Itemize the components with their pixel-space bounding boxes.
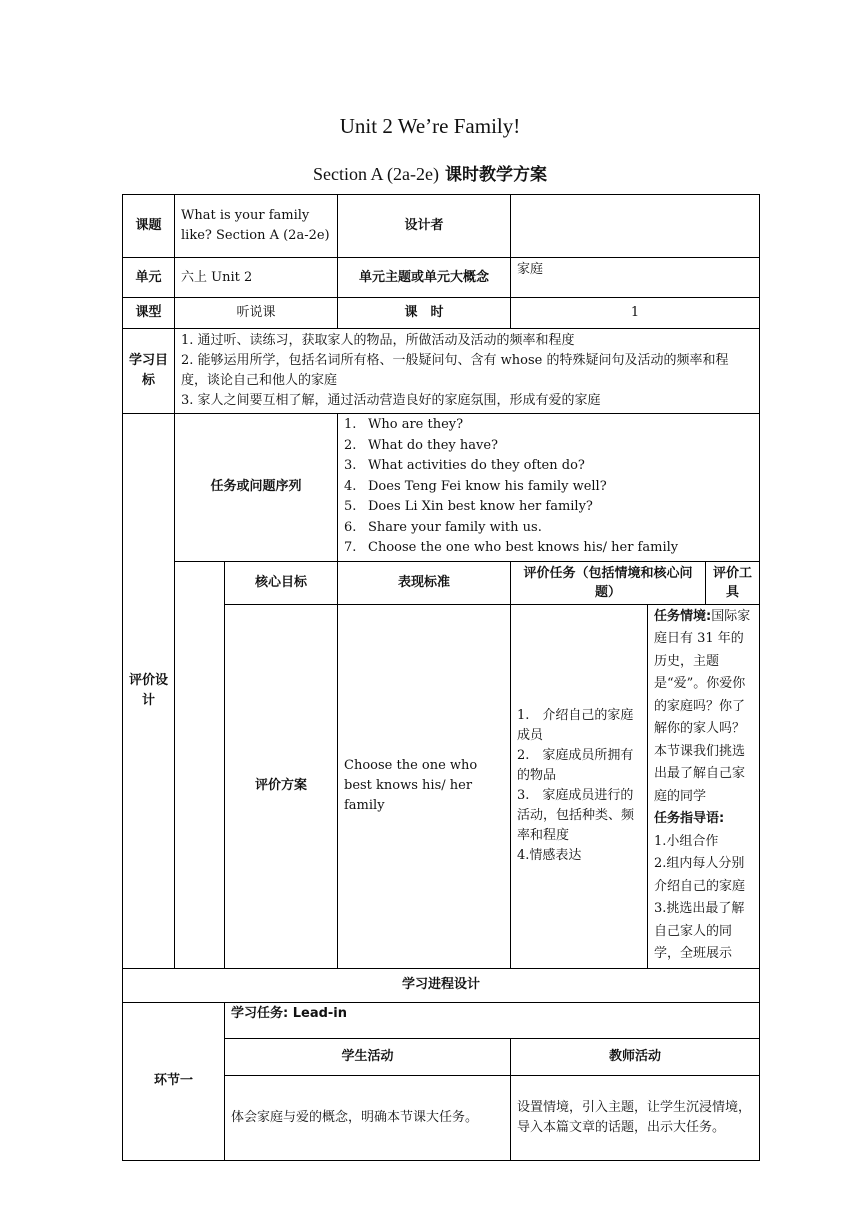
standard-header: 表现标准 [338,561,511,604]
subtitle-chinese: 课时教学方案 [444,165,547,185]
list-item: 3. What activities do they often do? [344,458,585,473]
student-activity-text: 体会家庭与爱的概念，明确本节课大任务。 [225,1075,511,1160]
list-item: 5. Does Li Xin best know her family? [344,499,593,514]
unit-theme-value: 家庭 [511,258,760,298]
list-item: 2. What do they have? [344,437,499,453]
evaluation-label: 评价设计 [123,414,175,969]
learning-task: 学习任务: Lead-in [225,1002,760,1038]
situation-text: 国际家庭日有 31 年的历史，主题是“爱”。你爱你的家庭吗？你了解你的家人吗？ 本节课我们挑选出最了解自己家庭的同学 [654,608,759,804]
subtitle-english: Section A (2a-2e) [313,164,439,184]
goal-item: 2. 能够运用所学，包括名词所有格、一般疑问句、含有 whose 的特殊疑问句及活动的频率和程度，谈论自己和他人的家庭 [181,353,729,388]
teacher-activity-text: 设置情境，引入主题，让学生沉浸情境，导入本篇文章的话题，出示大任务。 [511,1075,760,1160]
situation-label: 任务情境: [654,608,712,624]
type-label: 课型 [123,298,175,329]
list-item: 1. Who are they? [344,417,464,432]
student-activity-header: 学生活动 [225,1038,511,1075]
list-item: 1. 介绍自己的家庭成员 [517,708,634,743]
guide-label: 任务指导语: [654,811,725,826]
stage-label: 环节一 [123,1002,225,1160]
type-value: 听说课 [175,298,338,329]
list-item: 3.挑选出最了解自己家人的同学，全班展示 [654,901,745,961]
task-sequence-label: 任务或问题序列 [175,414,338,562]
goal-item: 1. 通过听、读练习，获取家人的物品，所做活动及活动的频率和程度 [181,333,575,348]
topic-value: What is your family like? Section A (2a-2e) [175,195,338,258]
list-item: 4. Does Teng Fei know his family well? [344,478,607,494]
list-item: 1.小组合作 [654,833,719,849]
unit-theme-label: 单元主题或单元大概念 [338,258,511,298]
period-value: 1 [511,298,760,329]
topic-label: 课题 [123,195,175,258]
list-item: 4.情感表达 [517,848,582,863]
list-item: 2. 家庭成员所拥有的物品 [517,748,634,783]
standards-list [511,604,648,968]
lesson-plan-table [122,194,760,1161]
teacher-activity-header: 教师活动 [511,1038,760,1075]
eval-task-content [648,604,760,968]
document-title: Unit 2 We’re Family! [339,114,521,138]
list-item: 7. Choose the one who best knows his/ her family [344,540,679,555]
evaluation-blank-cell [175,561,225,968]
designer-label: 设计者 [338,195,511,258]
list-item: 2.组内每人分别介绍自己的家庭 [654,856,746,894]
task-sequence-list [338,414,760,562]
list-item: 3. 家庭成员进行的活动，包括种类、频率和程度 [517,788,635,843]
period-label: 课 时 [338,298,511,329]
task-situation [654,606,759,809]
goals-content [175,329,760,414]
plan-label: 评价方案 [225,604,338,968]
goals-label: 学习目标 [123,329,175,414]
core-goal-header: 核心目标 [225,561,338,604]
core-goal-value: Choose the one who best knows his/ her family [338,604,511,968]
goal-item: 3. 家人之间要互相了解，通过活动营造良好的家庭氛围，形成有爱的家庭 [181,393,601,408]
list-item: 6. Share your family with us. [344,519,542,535]
tool-header: 评价工具 [706,561,760,604]
designer-value [511,195,760,258]
unit-label: 单元 [123,258,175,298]
eval-task-header: 评价任务（包括情境和核心问题） [511,561,706,604]
document-subtitle [0,160,860,185]
process-header: 学习进程设计 [123,968,760,1002]
unit-value: 六上 Unit 2 [175,258,338,298]
